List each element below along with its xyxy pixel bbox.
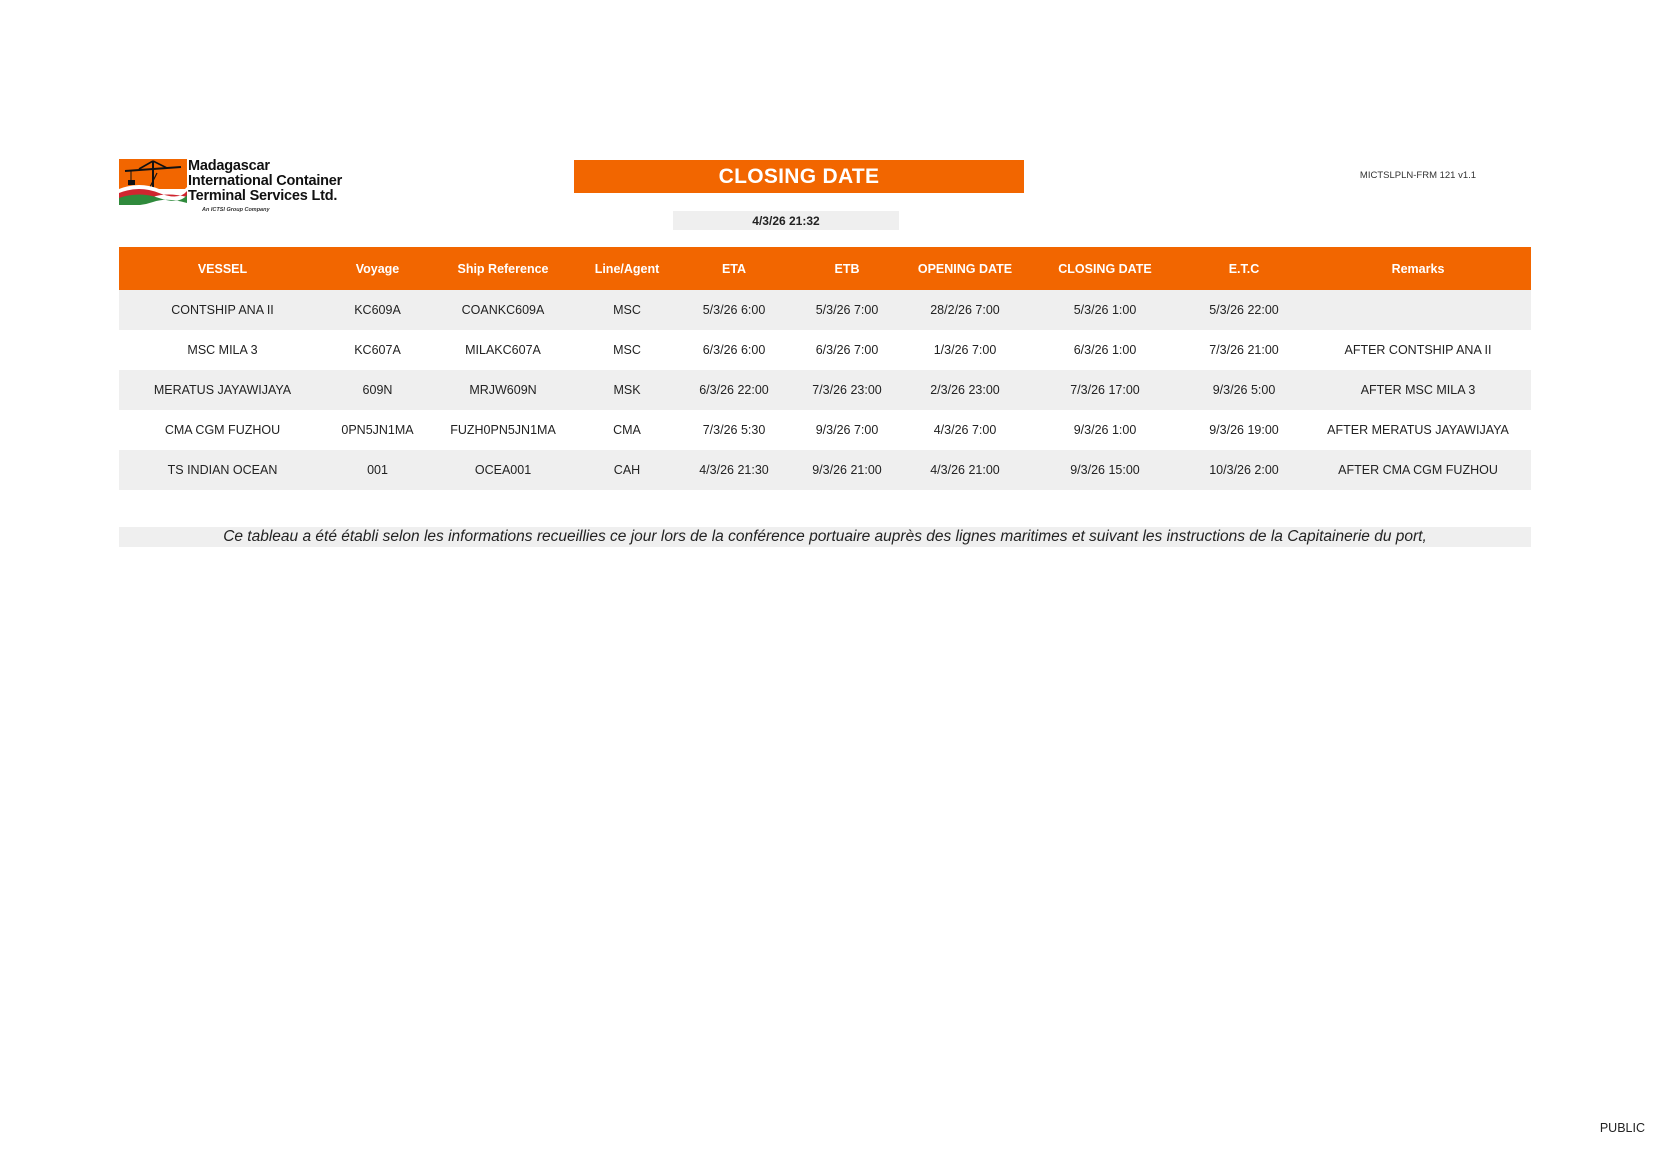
table-row <box>119 450 1531 490</box>
table-row <box>119 330 1531 370</box>
table-cell: CAH <box>577 450 677 490</box>
table-cell: 609N <box>326 370 429 410</box>
table-cell: 9/3/26 15:00 <box>1027 450 1183 490</box>
table-cell: 6/3/26 7:00 <box>791 330 903 370</box>
table-cell: 6/3/26 22:00 <box>677 370 791 410</box>
table-row <box>119 290 1531 330</box>
table-cell: 4/3/26 7:00 <box>903 410 1027 450</box>
table-cell: 10/3/26 2:00 <box>1183 450 1305 490</box>
table-cell: 9/3/26 5:00 <box>1183 370 1305 410</box>
table-cell: MSC <box>577 290 677 330</box>
table-cell: KC609A <box>326 290 429 330</box>
table-row <box>119 410 1531 450</box>
table-cell: 4/3/26 21:00 <box>903 450 1027 490</box>
table-cell: 4/3/26 21:30 <box>677 450 791 490</box>
column-header: VESSEL <box>119 247 326 290</box>
column-header: Line/Agent <box>577 247 677 290</box>
table-cell: 28/2/26 7:00 <box>903 290 1027 330</box>
table-cell: 9/3/26 21:00 <box>791 450 903 490</box>
table-cell: FUZH0PN5JN1MA <box>429 410 577 450</box>
table-cell: 7/3/26 5:30 <box>677 410 791 450</box>
company-name <box>188 159 342 204</box>
form-code: MICTSLPLN-FRM 121 v1.1 <box>1359 170 1477 181</box>
table-cell: 5/3/26 1:00 <box>1027 290 1183 330</box>
classification-label: PUBLIC <box>1599 1121 1645 1135</box>
table-cell: MRJW609N <box>429 370 577 410</box>
column-header: Ship Reference <box>429 247 577 290</box>
column-header: Remarks <box>1305 247 1531 290</box>
table-cell: AFTER CMA CGM FUZHOU <box>1305 450 1531 490</box>
table-cell: 5/3/26 6:00 <box>677 290 791 330</box>
table-cell: CMA <box>577 410 677 450</box>
table-cell: CONTSHIP ANA II <box>119 290 326 330</box>
company-name-line-2: International Container <box>188 173 343 189</box>
table-cell: MSK <box>577 370 677 410</box>
table-cell: 9/3/26 19:00 <box>1183 410 1305 450</box>
page-title: CLOSING DATE <box>574 160 1024 193</box>
header-row <box>119 247 1531 290</box>
table-row <box>119 370 1531 410</box>
column-header: Voyage <box>326 247 429 290</box>
table-cell: 0PN5JN1MA <box>326 410 429 450</box>
company-name-line-1: Madagascar <box>188 158 270 174</box>
table-cell: MERATUS JAYAWIJAYA <box>119 370 326 410</box>
table-cell: AFTER MSC MILA 3 <box>1305 370 1531 410</box>
table-cell: 2/3/26 23:00 <box>903 370 1027 410</box>
table-cell: 001 <box>326 450 429 490</box>
column-header: ETB <box>791 247 903 290</box>
table-cell: COANKC609A <box>429 290 577 330</box>
table-body <box>119 290 1531 490</box>
crane-logo-icon <box>119 159 187 205</box>
table-cell: 9/3/26 7:00 <box>791 410 903 450</box>
closing-date-table <box>119 247 1531 490</box>
column-header: OPENING DATE <box>903 247 1027 290</box>
table-cell: 6/3/26 6:00 <box>677 330 791 370</box>
footnote: Ce tableau a été établi selon les informations recueillies ce jour lors de la conférence portuaire auprès des lignes maritimes et suivant les instructions de la Capitainerie du port, <box>119 527 1531 547</box>
table-cell: CMA CGM FUZHOU <box>119 410 326 450</box>
table-cell: TS INDIAN OCEAN <box>119 450 326 490</box>
table-cell: 7/3/26 21:00 <box>1183 330 1305 370</box>
table-cell: MSC <box>577 330 677 370</box>
table-cell: 1/3/26 7:00 <box>903 330 1027 370</box>
table-cell: KC607A <box>326 330 429 370</box>
table-cell: AFTER CONTSHIP ANA II <box>1305 330 1531 370</box>
table-cell: OCEA001 <box>429 450 577 490</box>
table-cell: 7/3/26 17:00 <box>1027 370 1183 410</box>
company-logo <box>119 159 359 217</box>
company-subtitle: An ICTSI Group Company <box>202 207 270 213</box>
table-cell: 5/3/26 7:00 <box>791 290 903 330</box>
table-cell: AFTER MERATUS JAYAWIJAYA <box>1305 410 1531 450</box>
table-cell: MSC MILA 3 <box>119 330 326 370</box>
table-header <box>119 247 1531 290</box>
column-header: E.T.C <box>1183 247 1305 290</box>
table-cell: 6/3/26 1:00 <box>1027 330 1183 370</box>
table-cell <box>1305 290 1531 330</box>
column-header: CLOSING DATE <box>1027 247 1183 290</box>
table-cell: 9/3/26 1:00 <box>1027 410 1183 450</box>
table-cell: 5/3/26 22:00 <box>1183 290 1305 330</box>
table-cell: 7/3/26 23:00 <box>791 370 903 410</box>
company-name-line-3: Terminal Services Ltd. <box>188 188 338 204</box>
table-cell: MILAKC607A <box>429 330 577 370</box>
report-date: 4/3/26 21:32 <box>673 211 899 230</box>
column-header: ETA <box>677 247 791 290</box>
